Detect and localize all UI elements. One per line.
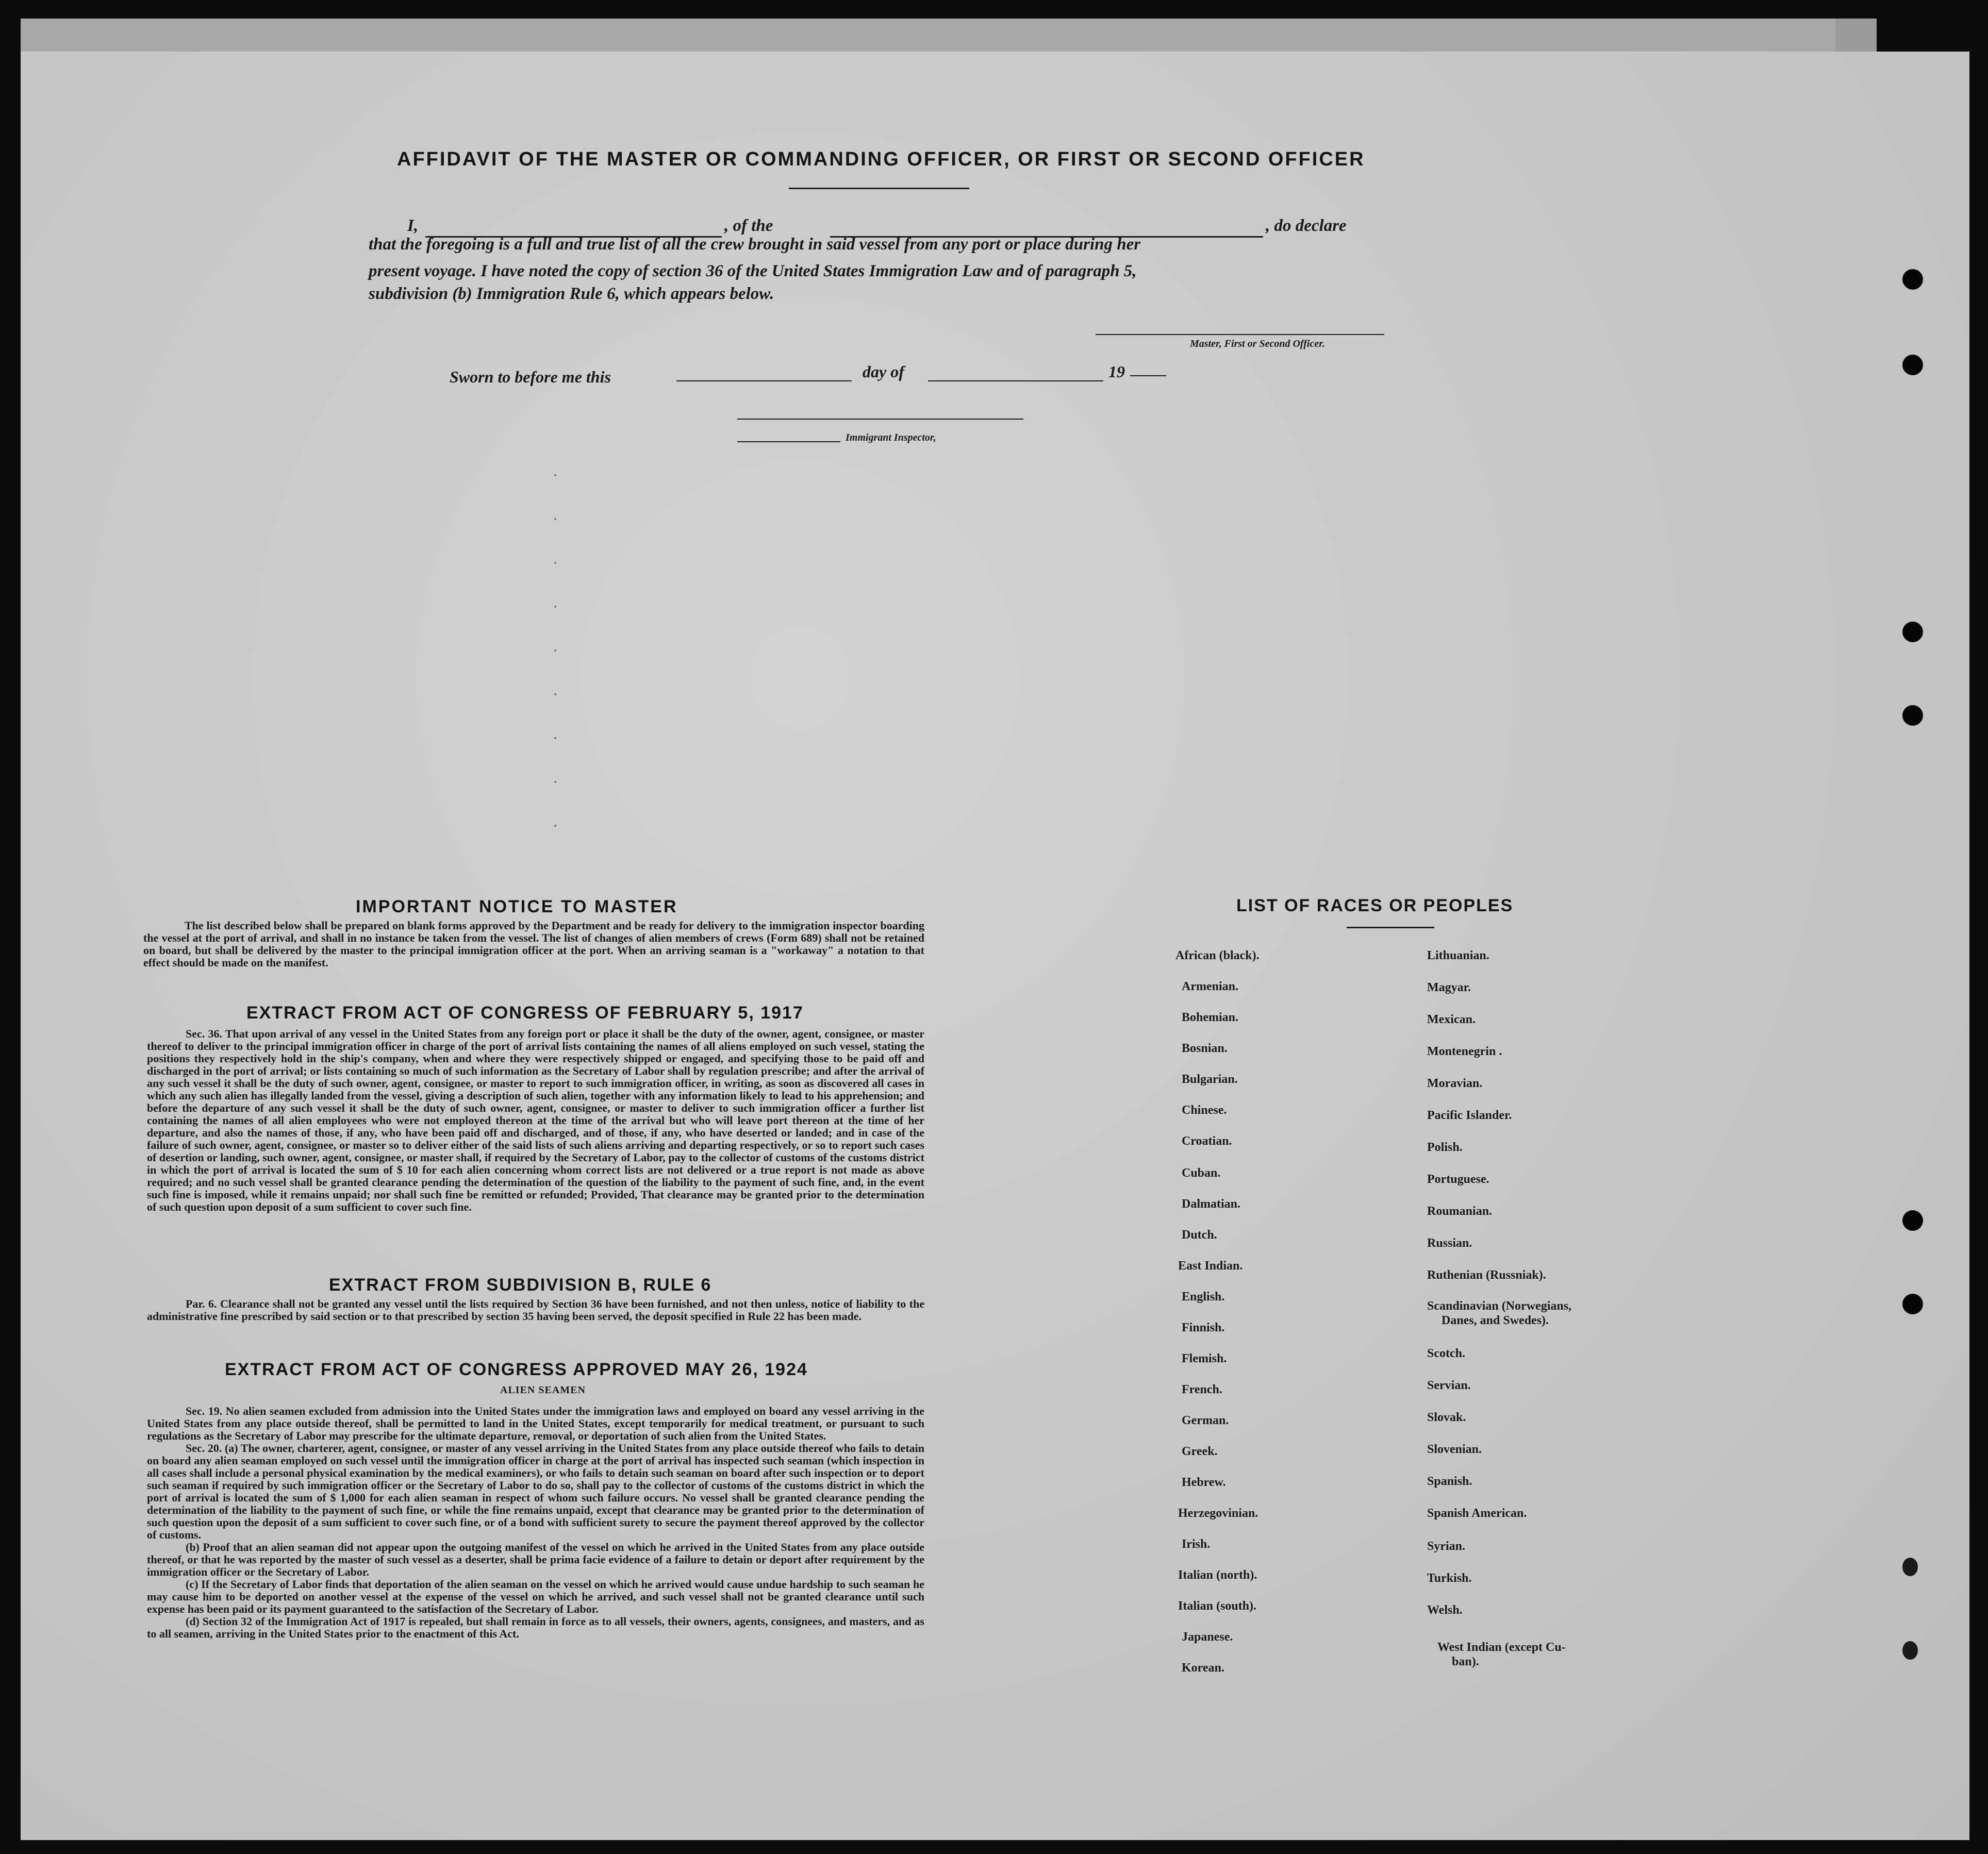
race-item: Chinese. <box>1182 1104 1227 1117</box>
faint-mark <box>554 606 556 608</box>
race-item: Italian (south). <box>1178 1599 1257 1613</box>
affidavit-title: AFFIDAVIT OF THE MASTER OR COMMANDING OFFICER, OR FIRST OR SECOND OFFICER <box>397 148 1365 170</box>
master-signature-label: Master, First or Second Officer. <box>1190 338 1325 349</box>
race-item: Magyar. <box>1427 981 1471 994</box>
race-item: Portuguese. <box>1427 1173 1489 1186</box>
faint-mark <box>554 562 556 564</box>
page-edge-top <box>21 19 1835 52</box>
race-item: Mexican. <box>1427 1013 1476 1026</box>
sec20c-text: (c) If the Secretary of Labor finds that deportation of the alien seaman on the vessel on which he arrived would cause undue hardship to such seaman he may cause him to be deported on another vessel at the expense of the vessel on which he arrived, and such vessel shall not be granted clearance until such expense has been paid or its payment guaranteed to the satisfaction of the Secretary of Labor. <box>147 1578 924 1615</box>
title-underline <box>789 188 969 189</box>
sworn-label: Sworn to before me this <box>450 368 611 386</box>
faint-mark <box>554 474 556 476</box>
do-declare-label: , do declare <box>1266 216 1347 235</box>
race-item: Pacific Islander. <box>1427 1109 1512 1122</box>
faint-mark <box>554 693 556 695</box>
extract-rule6-body <box>147 1298 924 1323</box>
races-title: LIST OF RACES OR PEOPLES <box>1236 896 1514 915</box>
extract-rule6-title: EXTRACT FROM SUBDIVISION B, RULE 6 <box>329 1275 712 1295</box>
race-item: Bulgarian. <box>1182 1073 1238 1086</box>
races-title-underline <box>1347 927 1434 928</box>
race-item: Lithuanian. <box>1427 949 1489 962</box>
race-item: Irish. <box>1182 1538 1211 1551</box>
section-label: Sec. 36. <box>186 1027 223 1040</box>
punch-hole <box>1902 622 1923 642</box>
notice-body: The list described below shall be prepared on blank forms approved by the Department and be ready for delivery to the immigration inspector boarding the vessel at the port of arrival, and shall in no instance be taken from the vessel. The list of changes of alien members of crews (Form 689) shall not be retained on board, but shall be delivered by the master to the principal immigration officer at the port. When an arriving seaman is a "workaway" a notation to that effect should be made on the manifest. <box>143 919 924 969</box>
race-item: Cuban. <box>1182 1166 1221 1180</box>
declaration-line-3: present voyage. I have noted the copy of section 36 of the United States Immigration Law and of paragraph 5, <box>369 262 1137 280</box>
sec20b-text: (b) Proof that an alien seaman did not appear upon the outgoing manifest of the vessel on which he arrived in the United States from any place outside thereof, or that he was reported by the master of such vessel as a deserter, shall be prima facie evidence of a failure to detain or deport after requirement by the immigration officer or the Secretary of Labor. <box>147 1541 924 1578</box>
extract-1924-subtitle: ALIEN SEAMEN <box>500 1384 586 1396</box>
race-item: Polish. <box>1427 1141 1463 1154</box>
extract-1917-body <box>147 1028 924 1213</box>
sec19-text: No alien seamen excluded from admission into the United States under the immigration laws and employed on board any vessel arriving in the United States from any place outside thereof, shall be permitted to land in the United States, except temporarily for medical treatment, or pursuant to such regulations as the Secretary of Labor may prescribe for the ultimate departure, removal, or deportation of such alien from the United States. <box>147 1405 925 1442</box>
declaration-line-4: subdivision (b) Immigration Rule 6, which appears below. <box>369 285 774 303</box>
race-item: Spanish. <box>1427 1475 1472 1488</box>
race-item: Spanish American. <box>1427 1507 1527 1520</box>
punch-hole <box>1902 1210 1923 1231</box>
race-item: Slovak. <box>1427 1411 1466 1424</box>
race-item: English. <box>1182 1290 1225 1304</box>
race-item: Herzegovinian. <box>1178 1507 1258 1520</box>
of-the-label: , of the <box>724 216 773 235</box>
race-item: Korean. <box>1182 1661 1224 1675</box>
race-item: French. <box>1182 1383 1222 1396</box>
year-label: 19 <box>1108 362 1125 381</box>
sworn-month-blank[interactable] <box>928 380 1103 381</box>
race-item: East Indian. <box>1178 1259 1243 1273</box>
race-item: Scotch. <box>1427 1347 1465 1360</box>
extract-1924-body <box>147 1405 924 1640</box>
race-item: Hebrew. <box>1182 1476 1226 1489</box>
declarant-prefix: I, <box>407 216 419 235</box>
race-item: Syrian. <box>1427 1540 1466 1553</box>
faint-mark <box>554 781 556 783</box>
year-blank[interactable] <box>1130 375 1166 376</box>
section-text: That upon arrival of any vessel in the United States from any foreign port or place it shall be the duty of the owner, agent, consignee, or master thereof to deliver to the principal immigration officer in charge of the port of arrival lists containing the names of all aliens employed on such vessel, stating the positions they respectively hold in the ship's company, when and where they were respectively shipped or engaged, and specifying those to be paid off and discharged in the port of arrival; or lists containing so much of such information as the Secretary of Labor shall by regulation prescribe; and after the arrival of any such vessel it shall be the duty of such owner, agent, consignee, or master to report to such immigration officer, in writing, as soon as discovered all cases in which any such alien has illegally landed from the vessel, giving a description of such alien, together with any information likely to lead to his apprehension; and before the departure of any such vessel it shall be the duty of such owner, agent, consignee, or master to deliver to such immigration officer a further list containing the names of all alien employees who were not employed thereon at the time of the arrival but who will leave port thereon at the time of her departure, and also the names of those, if any, who have been paid off and discharged, and of those, if any, who have deserted or landed; and in case of the failure of such owner, agent, consignee, or master so to deliver either of the said lists of such aliens arriving and departing respectively, or so to report such cases of desertion or landing, such owner, agent, consignee, or master shall, if required by the Secretary of Labor, pay to the collector of customs of the customs district in which the port of arrival is located the sum of $ 10 for each alien concerning whom correct lists are not delivered or a true report is not made as above required; and no such vessel shall be granted clearance pending the determination of the question of the liability to the payment of such fine, and, in the event such fine is imposed, while it remains unpaid; nor shall such fine be remitted or refunded; Provided, That clearance may be granted prior to the determination of such question upon deposit of a sum sufficient to cover such fine. <box>147 1027 924 1213</box>
race-item: Welsh. <box>1427 1604 1463 1617</box>
punch-hole <box>1902 1558 1918 1576</box>
race-item: Moravian. <box>1427 1077 1483 1090</box>
paragraph-label: Par. 6. <box>186 1297 217 1310</box>
paragraph-text: Clearance shall not be granted any vessel until the lists required by Section 36 have been furnished, and not then unless, notice of liability to the administrative fine prescribed by said section or to that prescribed by section 35 having been served, the deposit specified in Rule 22 has been made. <box>147 1297 925 1323</box>
race-item: Japanese. <box>1182 1630 1233 1644</box>
race-item: Roumanian. <box>1427 1205 1493 1218</box>
race-item: Servian. <box>1427 1379 1471 1392</box>
sec20a-text: (a) The owner, charterer, agent, consignee, or master of any vessel arriving in the United States from any place outside thereof who fails to detain on board any alien seaman employed on such vessel until the immigration officer in charge at the port of arrival has inspected such seaman (which inspection in all cases shall include a personal physical examination by the medical examiners), or who fails to detain such seaman on board after such inspection or to deport such seaman if required by such immigration officer or the Secretary of Labor to do so, shall pay to the collector of customs of the customs district in which the port of arrival is located the sum of $ 1,000 for each alien seaman in respect of whom such failure occurs. No vessel shall be granted clearance pending the determination of the liability to the payment of such fine, or while the fine remains unpaid, except that clearance may be granted prior to the determination of such question upon the deposit of a sum sufficient to cover such fine, or of a bond with sufficient surety to secure the payment thereof approved by the collector of customs. <box>147 1442 924 1541</box>
day-of-label: day of <box>863 362 904 381</box>
race-item: Italian (north). <box>1178 1568 1257 1582</box>
race-item: African (black). <box>1175 949 1260 962</box>
punch-hole <box>1902 705 1923 726</box>
race-item: Dalmatian. <box>1182 1197 1240 1211</box>
race-item: Ruthenian (Russniak). <box>1427 1268 1546 1282</box>
sec20-label: Sec. 20. <box>186 1442 222 1455</box>
inspector-signature-line-2[interactable] <box>737 441 840 442</box>
race-item: Bosnian. <box>1182 1042 1228 1055</box>
faint-mark <box>554 825 556 827</box>
race-item: Danes, and Swedes). <box>1442 1314 1549 1327</box>
punch-hole <box>1902 269 1923 290</box>
race-item: Dutch. <box>1182 1228 1217 1242</box>
notice-title: IMPORTANT NOTICE TO MASTER <box>356 897 678 916</box>
race-item: Turkish. <box>1427 1572 1472 1585</box>
race-item: Greek. <box>1182 1445 1218 1458</box>
race-item: Scandinavian (Norwegians, <box>1427 1299 1572 1313</box>
faint-mark <box>554 649 556 652</box>
punch-hole <box>1902 1294 1923 1314</box>
sec20d-text: (d) Section 32 of the Immigration Act of 1917 is repealed, but shall remain in force as to all vessels, their owners, agents, consignees, and masters, and as to all seamen, arriving in the United States prior to the enactment of this Act. <box>147 1615 924 1640</box>
race-item: Croatian. <box>1182 1134 1232 1148</box>
race-item: Slovenian. <box>1427 1443 1482 1456</box>
race-item: Armenian. <box>1182 980 1238 993</box>
sec19-label: Sec. 19. <box>186 1405 223 1417</box>
punch-hole <box>1902 1641 1918 1660</box>
declaration-line-2: that the foregoing is a full and true list of all the crew brought in said vessel from any port or place during her <box>369 235 1141 254</box>
race-item: West Indian (except Cu- <box>1437 1641 1566 1654</box>
race-item: German. <box>1182 1414 1229 1427</box>
race-item: Montenegrin . <box>1427 1045 1502 1058</box>
extract-1924-title: EXTRACT FROM ACT OF CONGRESS APPROVED MAY 26, 1924 <box>225 1360 808 1379</box>
race-item: Finnish. <box>1182 1321 1225 1334</box>
race-item: Flemish. <box>1182 1352 1227 1365</box>
race-item: Bohemian. <box>1182 1011 1239 1024</box>
punch-hole <box>1902 355 1923 375</box>
inspector-label: Immigrant Inspector, <box>846 432 936 443</box>
faint-mark <box>554 737 556 739</box>
race-item: ban). <box>1452 1655 1479 1668</box>
sworn-day-blank[interactable] <box>676 380 852 381</box>
master-signature-line[interactable] <box>1096 334 1384 335</box>
faint-mark <box>554 518 556 520</box>
extract-1917-title: EXTRACT FROM ACT OF CONGRESS OF FEBRUARY 5, 1917 <box>246 1003 804 1023</box>
inspector-signature-line[interactable] <box>737 419 1023 420</box>
race-item: Russian. <box>1427 1237 1472 1250</box>
